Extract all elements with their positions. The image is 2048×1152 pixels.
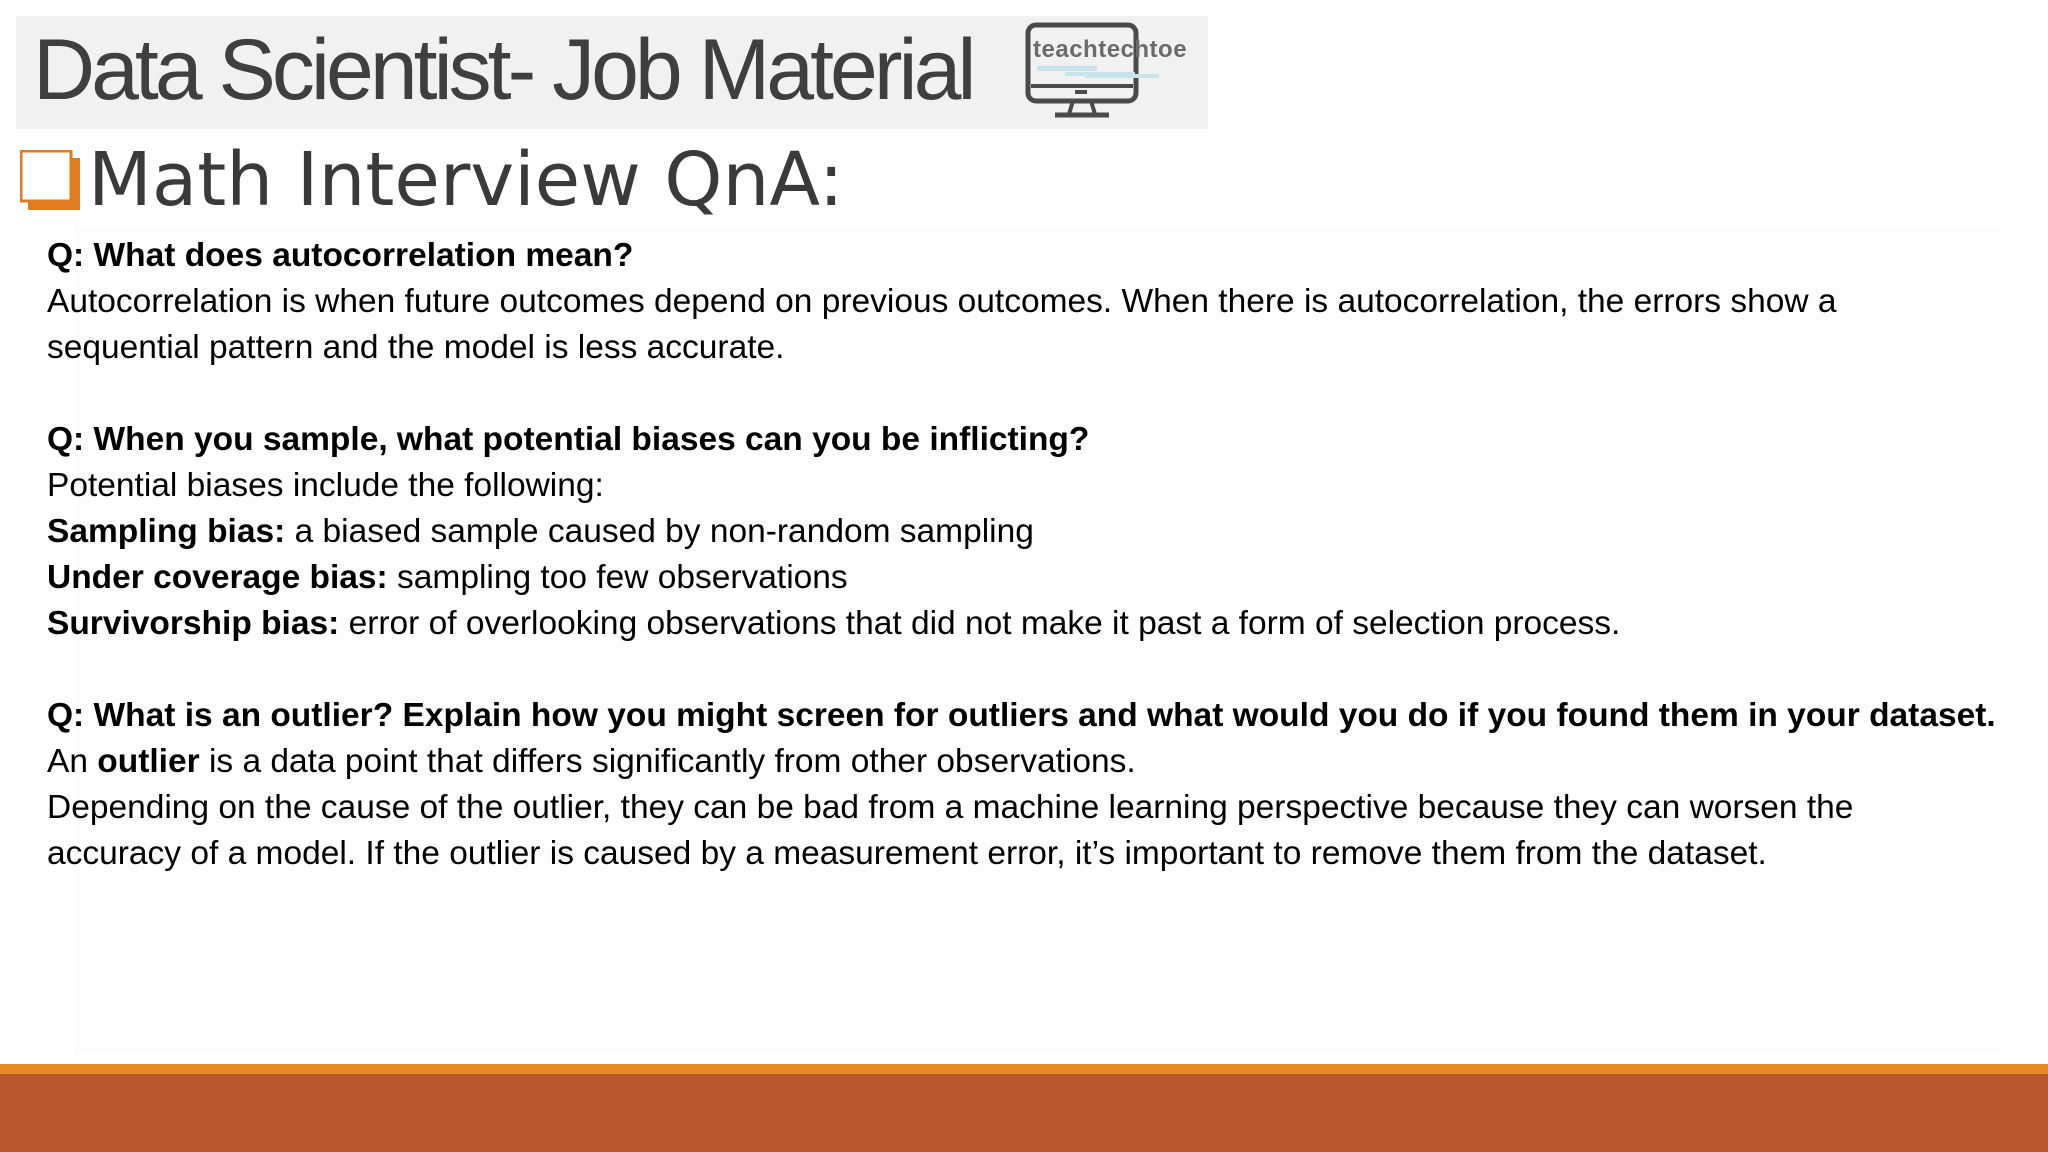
footer-accent-stripe [0,1064,2048,1074]
bias-item-under-coverage [47,555,2027,601]
question-sampling-biases: Q: When you sample, what potential biases can you be inflicting? [47,421,1090,458]
question-outlier: Q: What is an outlier? Explain how you might screen for outliers and what would you do if you found them in your dataset. [47,697,1996,734]
answer-outlier-line3: accuracy of a model. If the outlier is caused by a measurement error, it’s important to remove them from the dataset. [47,835,1767,872]
spacer [47,647,2027,693]
bias-item-sampling [47,509,2027,555]
teachtechtoe-logo [1025,22,1195,122]
logo-text: teachtechtoe [1033,36,1188,63]
section-title: Math Interview QnA: [88,137,844,223]
checkbox-icon [20,150,80,210]
bias-desc: sampling too few observations [387,559,848,596]
qa-content [47,233,2027,877]
footer-bar [0,1074,2048,1152]
section-heading [20,135,844,225]
bias-term: Survivorship bias: [47,605,340,642]
answer-autocorrelation-line2: sequential pattern and the model is less accurate. [47,329,785,366]
question-autocorrelation: Q: What does autocorrelation mean? [47,237,634,274]
answer-autocorrelation-line1: Autocorrelation is when future outcomes depend on previous outcomes. When there is autocorrelation, the errors show a [47,283,1837,320]
outlier-definition [47,739,2027,785]
bias-desc: a biased sample caused by non-random sampling [285,513,1034,550]
page-title: Data Scientist- Job Material [33,22,973,118]
spacer [47,371,2027,417]
bias-item-survivorship [47,601,2027,647]
bias-desc: error of overlooking observations that did not make it past a form of selection process. [339,605,1621,642]
outlier-term: outlier [97,743,200,780]
biases-intro: Potential biases include the following: [47,467,604,504]
bias-term: Sampling bias: [47,513,286,550]
answer-outlier-line2: Depending on the cause of the outlier, they can be bad from a machine learning perspective because they can worsen the [47,789,1854,826]
outlier-def-prefix: An [47,743,98,780]
bias-term: Under coverage bias: [47,559,388,596]
outlier-def-rest: is a data point that differs significantly from other observations. [199,743,1136,780]
